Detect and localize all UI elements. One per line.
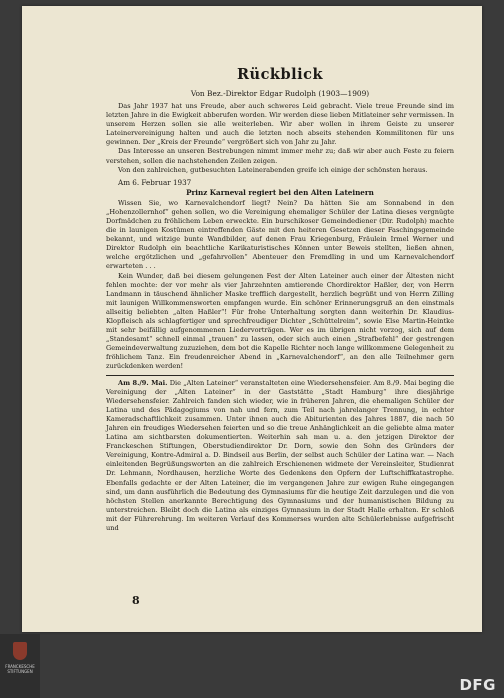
section-date-february: Am 6. Februar 1937 [118, 177, 192, 187]
crest-icon [13, 642, 27, 660]
institution-logo [0, 634, 40, 698]
paragraph-may-reunion [106, 379, 454, 534]
logo-text: FRANCKESCHE STIFTUNGEN [5, 664, 35, 674]
dfg-logo: DFG [459, 676, 496, 694]
document-page [22, 6, 482, 632]
article [106, 66, 454, 533]
paragraph-carnival-2: Kein Wunder, daß bei diesem gelungenen Fest der Alten Lateiner auch einer der Ältesten nicht fehlen mochte: der vor mehr als vier Jahrzehnten amtierende Chordirektor Haßler, der, von Herrn Landmann in täuschend ähnlicher Maske trefflich dargestellt, herzlich begrüßt und von Herrn Zilling mit launigen Willkommensworten empfangen wurde. Ein schöner Erinnerungsgruß an den einstmals allseitig beliebten „alten Haßler“! Für frohe Unterhaltung sorgten dann weiterhin Dr. Klaudius-Klopfleisch als schlagfertiger und sprechfreudiger Dichter „Schüttelreim“, sowie Else Martin-Heintke mit sehr beifällig aufgenommenen Liedervorträgen. Wer es im übrigen nicht vorzog, sich auf dem „Standesamt“ schnell einmal „trauen“ zu lassen, oder sich auch einen „Strafbefehl“ der gestrengen Gemeindeverwaltung zuzuziehen, dem bot die Kapelle Richter noch lange willkommene Gelegenheit zu fröhlichem Tanz. Ein freudenreicher Abend in „Karnevalchendorf“, an den alle Teilnehmer gern zurückdenken werden! [106, 271, 454, 371]
paragraph-intro-1: Das Jahr 1937 hat uns Freude, aber auch schweres Leid gebracht. Viele treue Freunde sind im letzten Jahre in die Ewigkeit abberufen worden. Wir werden diese lieben Mitlateiner sehr vermissen. In unserem Herzen sollen sie alle weiterleben. Wir aber wollen in ihrem Geiste zu unserer Lateinervereinigung halten und auch die letzten noch abseits stehenden Kommilitonen für uns gewinnen. Der „Kreis der Freunde“ vergrößert sich von Jahr zu Jahr. [106, 102, 454, 147]
section-heading-carnival: Prinz Karneval regiert bei den Alten Lateinern [186, 187, 374, 197]
article-byline: Von Bez.-Direktor Edgar Rudolph (1903—1909) [190, 89, 370, 98]
paragraph-may-text: Die „Alten Lateiner“ veranstalteten eine Wiedersehensfeier. Am 8./9. Mai beging die Vereinigung der „Alten Lateiner“ in der Gaststätte „Stadt Hamburg“ ihre diesjährige Wiedersehensfeier. Zahlreich fanden sich wieder, wie in früheren Jahren, die ehemaligen Schüler der Latina und des Pädagogiums von nah und fern, zum Teil nach jahrelanger Trennung, in echter Kameradschaftlichkeit zusammen. Unter ihnen auch die Abiturienten des Jahres 1887, die nach 50 Jahren ein freudiges Wiedersehen feierten und so die treue Anhänglichkeit an die geliebte alma mater Latina am sichtbarsten dokumentierten. Weiterhin sah man u. a. den jetzigen Direktor der Franckeschen Stiftungen, Oberstudiendirektor Dr. Dorn, sowie den Sohn des Gründers der Vereinigung, Kontre-Admiral a. D. Bindseil aus Berlin, der selbst auch Schüler der Latina war. — Nach einleitenden Begrüßungsworten an die zahlreich Erschienenen widmete der Vereinsleiter, Studienrat Dr. Lehmann, Nordhausen, herzliche Worte des Gedenkens den Opfern der Luftschiffkatastrophe. Ebenfalls gedachte er der Alten Lateiner, die im vergangenen Jahre zur ewigen Ruhe eingegangen sind, um dann ausführlich die Bedeutung des Gymnasiums für die heutige Zeit darzulegen und die von höchsten Stellen anerkannte Berechtigung des Gymnasiums und der humanistischen Bildung zu unterstreichen. Bleibt doch die Latina als einziges Gymnasium in der Stadt Halle erhalten. Er schloß mit der Führerehrung. Im weiteren Verlauf des Kommerses wurden alte Schülerlebnisse aufgefrischt und [106, 378, 454, 533]
section-divider [106, 375, 454, 376]
section-date-may: Am 8./9. Mai. [118, 378, 168, 387]
paragraph-carnival-1: Wissen Sie, wo Karnevalchendorf liegt? Nein? Da hätten Sie am Sonnabend in den „Hohenzollernhof“ gehen sollen, wo die Vereinigung ehemaliger Schüler der Latina dieses vergnügte Dorfmädchen zu fröhlichem Leben erweckte. Ein burschikoser Gemeindediener (Dir. Rudolph) machte die in launigen Kostümen eintreffenden Gäste mit den heiteren Gesetzen dieser Faschingsgemeinde bekannt, und witzige bunte Wandbilder, auf denen Frau Kriegenburg, Fräulein Irmel Werner und Direktor Rudolph ein beachtliche Karikaturistisches Können unter Beweis stellten, ließen ahnen, welche ergötzlichen und „gefahrvollen“ Abenteuer den Fremdling in und um Karnevalchendorf erwarteten . . . [106, 198, 454, 271]
paragraph-intro-3: Von den zahlreichen, gutbesuchten Lateinerabenden greife ich einige der schönsten heraus. [118, 165, 428, 174]
page-number: 8 [132, 594, 140, 607]
paragraph-intro-2: Das Interesse an unseren Bestrebungen nimmt immer mehr zu; daß wir aber auch Feste zu feiern verstehen, sollen die nachstehenden Zeilen zeigen. [106, 147, 454, 165]
article-title: Rückblick [237, 66, 323, 83]
